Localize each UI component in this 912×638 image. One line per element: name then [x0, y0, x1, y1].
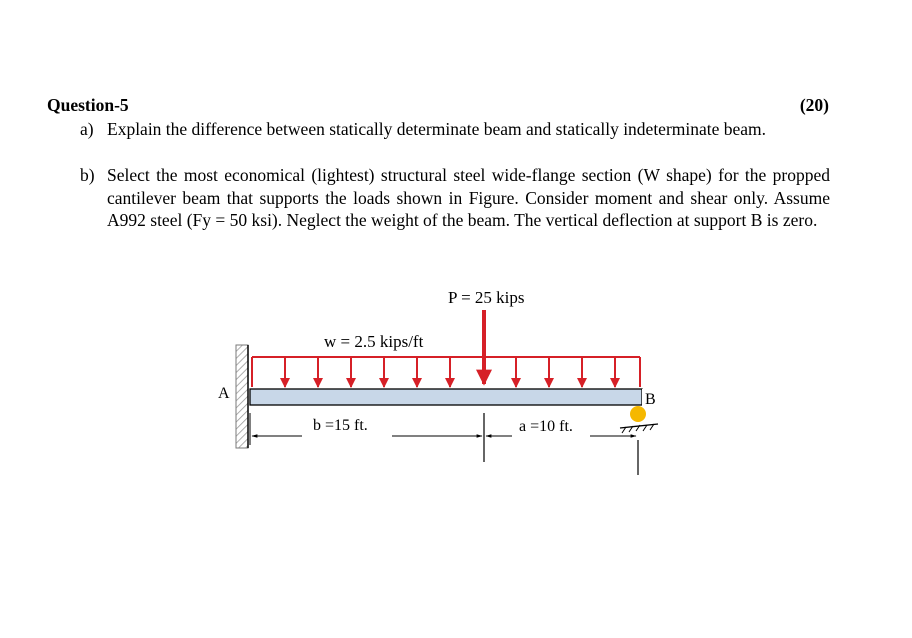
part-b-text: Select the most economical (lightest) structural steel wide-flange section (W shape) for the propped cantilever beam that supports the loads shown in Figure. Consider moment and shear only. Assume A992 steel (Fy = 50 ksi). Neglect the weight of the beam. The vertical deflection at support B is zero. — [107, 165, 830, 230]
support-a-label: A — [218, 385, 230, 402]
question-title: Question-5 — [47, 95, 129, 115]
distributed-load-label: w = 2.5 kips/ft — [324, 332, 424, 351]
roller-support-b — [630, 406, 646, 422]
support-b-label: B — [645, 391, 656, 408]
part-b-label: b) — [80, 165, 95, 185]
question-marks: (20) — [799, 95, 829, 115]
part-a-label: a) — [80, 119, 94, 139]
point-load-label: P = 25 kips — [448, 288, 525, 307]
dim-b-label: b =15 ft. — [313, 417, 368, 434]
distributed-load-arrows — [252, 357, 640, 387]
beam — [250, 389, 642, 405]
part-a-text: Explain the difference between statically determinate beam and statically indeterminate beam. — [107, 119, 767, 139]
fixed-wall-a — [236, 345, 248, 448]
dim-a-label: a =10 ft. — [519, 418, 573, 435]
